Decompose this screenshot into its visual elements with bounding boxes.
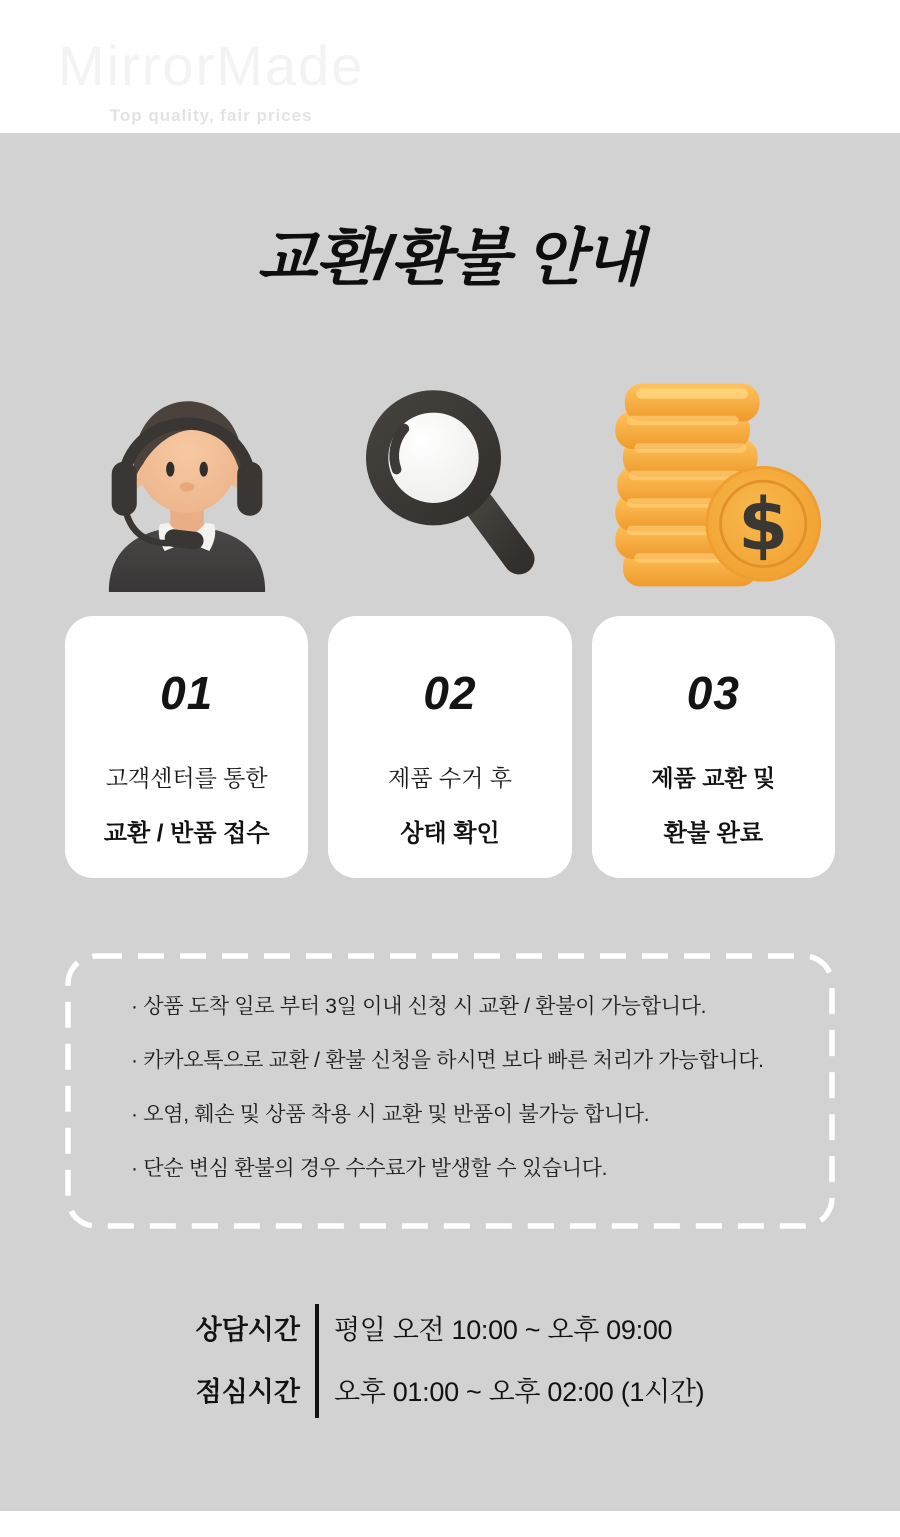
hours-label-consult: 상담시간	[195, 1315, 300, 1345]
hours-values	[334, 1299, 704, 1423]
customer-service-headset-graphic	[94, 373, 280, 597]
hours-label-lunch: 점심시간	[195, 1377, 300, 1407]
steps-row	[0, 616, 900, 878]
step-card-1	[65, 616, 308, 878]
dollar-coin	[706, 466, 822, 582]
magnifying-glass-graphic	[348, 378, 552, 592]
hours-value-consult: 평일 오전 10:00 ~ 오후 09:00	[333, 1315, 673, 1345]
notice-item: · 카카오톡으로 교환 / 환불 신청을 하시면 보다 빠른 처리가 가능합니다.	[131, 1049, 764, 1072]
page-title: 교환/환불 안내	[257, 224, 643, 293]
step-line1: 제품 교환 및	[651, 765, 776, 791]
step-number: 01	[160, 667, 214, 719]
step-line2: 환불 완료	[663, 820, 764, 847]
step-number: 03	[686, 667, 740, 719]
step-card-2	[328, 616, 571, 878]
hours-labels	[196, 1299, 300, 1423]
content-area	[0, 133, 900, 1511]
notice-box	[65, 953, 835, 1229]
customer-service-icon	[65, 372, 308, 598]
hours-divider	[315, 1304, 319, 1418]
step-line1: 고객센터를 통한	[105, 765, 268, 791]
brand-tagline: Top quality, fair prices	[109, 106, 313, 125]
footer-strip	[0, 1511, 900, 1537]
coins-dollar-graphic	[604, 379, 822, 591]
step-line1: 제품 수거 후	[388, 765, 512, 791]
notice-item: · 단순 변심 환불의 경우 수수료가 발생할 수 있습니다.	[131, 1157, 608, 1180]
step-line2: 상태 확인	[400, 820, 500, 847]
icons-row	[0, 372, 900, 598]
coins-icon	[592, 372, 835, 598]
step-number: 02	[423, 667, 477, 719]
step-line2: 교환 / 반품 접수	[103, 820, 270, 847]
dashed-border	[65, 953, 835, 1229]
brand-logo: MirrorMade	[58, 34, 365, 97]
magnifier-icon	[328, 372, 571, 598]
brand-block	[58, 34, 365, 126]
hours-section	[0, 1299, 900, 1423]
notice-item: · 오염, 훼손 및 상품 착용 시 교환 및 반품이 불가능 합니다.	[131, 1103, 650, 1126]
hours-value-lunch: 오후 01:00 ~ 오후 02:00 (1시간)	[333, 1377, 705, 1407]
header	[0, 0, 900, 133]
step-card-3	[592, 616, 835, 878]
svg-text:$: $	[738, 482, 789, 567]
notice-item: · 상품 도착 일로 부터 3일 이내 신청 시 교환 / 환불이 가능합니다.	[131, 995, 707, 1018]
